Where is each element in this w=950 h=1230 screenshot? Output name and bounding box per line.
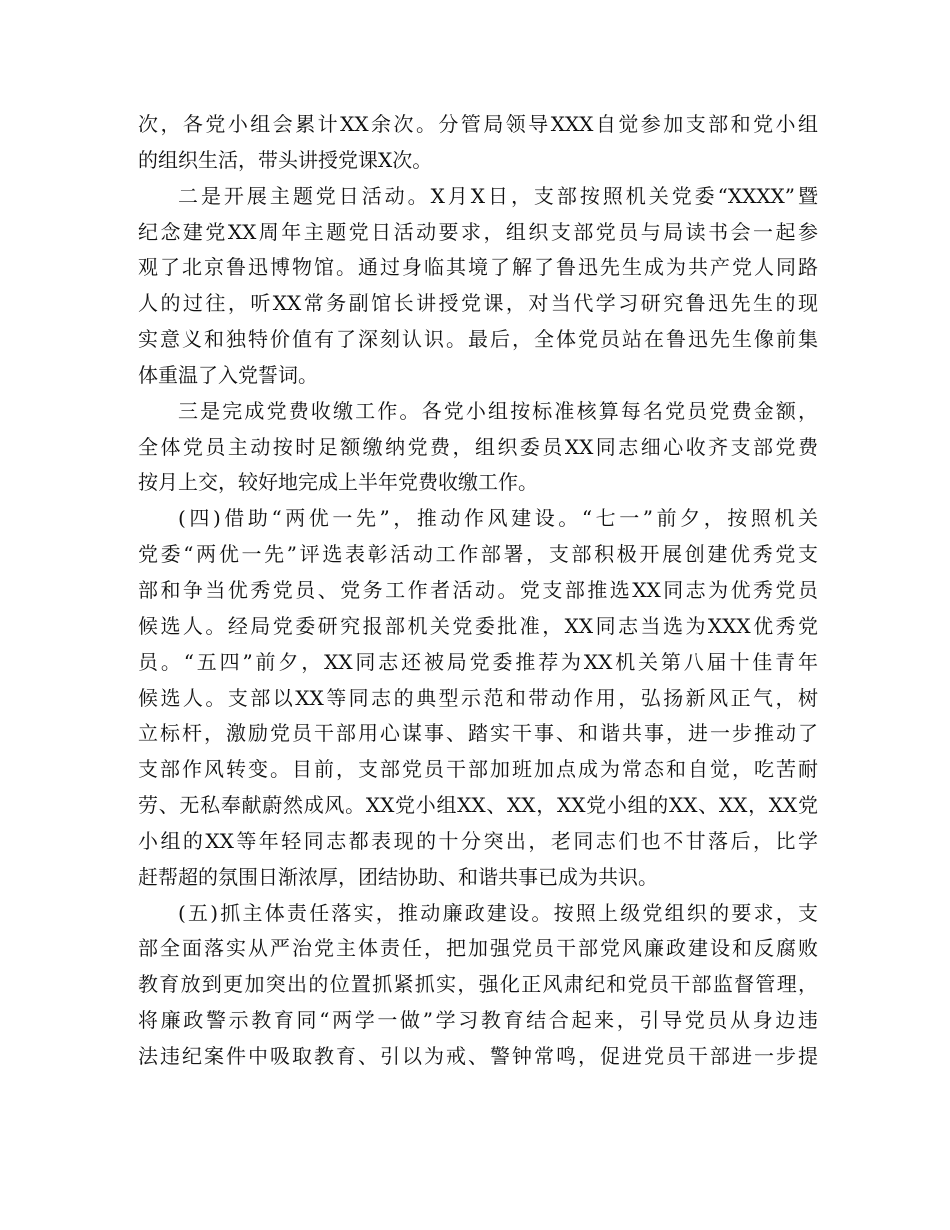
text-line: 赶帮超的氛围日渐浓厚，团结协助、和谐共事已成为共识。 [138,864,658,889]
document-body [138,107,818,1075]
text-line: 人的过往，听XX常务副馆长讲授党课，对当代学习研究鲁迅先生的现 [138,291,818,316]
text-line: 纪念建党XX周年主题党日活动要求，组织支部党员与局读书会一起参 [138,219,818,244]
text-line: 全体党员主动按时足额缴纳党费，组织委员XX同志细心收齐支部党费 [138,434,818,459]
text-line: 候选人。经局党委研究报部机关党委批准，XX同志当选为XXX优秀党 [138,613,818,638]
text-line: 部全面落实从严治党主体责任，把加强党员干部党风廉政建设和反腐败 [138,936,818,961]
text-line: 法违纪案件中吸取教育、引以为戒、警钟常鸣，促进党员干部进一步提 [138,1043,818,1068]
text-line: 实意义和独特价值有了深刻认识。最后，全体党员站在鲁迅先生像前集 [138,327,818,352]
text-line: 劳、无私奉献蔚然成风。XX党小组XX、XX，XX党小组的XX、XX，XX党 [138,793,818,818]
text-line: 部和争当优秀党员、党务工作者活动。党支部推选XX同志为优秀党员 [138,577,818,602]
text-line: 候选人。支部以XX等同志的典型示范和带动作用，弘扬新风正气，树 [138,685,818,710]
text-line: 将廉政警示教育同“两学一做”学习教育结合起来，引导党员从身边违 [138,1008,818,1033]
text-line: 立标杆，激励党员干部用心谋事、踏实干事、和谐共事，进一步推动了 [138,721,818,746]
text-line: 支部作风转变。目前，支部党员干部加班加点成为常态和自觉，吃苦耐 [138,757,818,782]
text-line: (四)借助“两优一先”，推动作风建设。“七一”前夕，按照机关 [178,506,818,531]
text-line: 教育放到更加突出的位置抓紧抓实，强化正风肃纪和党员干部监督管理， [138,972,818,997]
text-line: 的组织生活，带头讲授党课X次。 [138,147,433,172]
text-line: 小组的XX等年轻同志都表现的十分突出，老同志们也不甘落后，比学 [138,828,818,853]
text-line: 体重温了入党誓词。 [138,362,318,387]
text-line: 三是完成党费收缴工作。各党小组按标准核算每名党员党费金额， [178,398,818,423]
text-line: 按月上交，较好地完成上半年党费收缴工作。 [138,470,538,495]
text-line: 二是开展主题党日活动。X月X日，支部按照机关党委“XXXX”暨 [178,183,818,208]
text-line: 党委“两优一先”评选表彰活动工作部署，支部积极开展创建优秀党支 [138,542,818,567]
text-line: 次，各党小组会累计XX余次。分管局领导XXX自觉参加支部和党小组 [138,112,818,136]
text-line: 员。“五四”前夕，XX同志还被局党委推荐为XX机关第八届十佳青年 [138,649,818,674]
text-line: 观了北京鲁迅博物馆。通过身临其境了解了鲁迅先生成为共产党人同路 [138,255,818,280]
text-line: (五)抓主体责任落实，推动廉政建设。按照上级党组织的要求，支 [178,900,818,925]
